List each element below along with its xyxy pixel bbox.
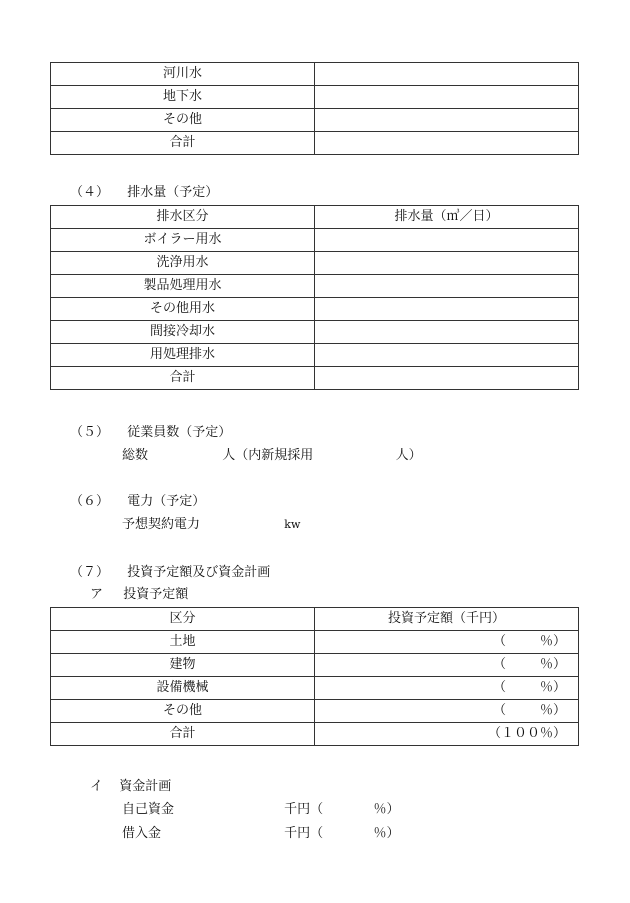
table-row — [51, 132, 579, 155]
row-label: 間接冷却水 — [51, 321, 315, 344]
power-label: 予想契約電力 — [122, 517, 201, 532]
row-label: 河川水 — [51, 63, 315, 86]
row-label: 用処理排水 — [51, 344, 315, 367]
power-line — [122, 517, 300, 533]
header-cell: 排水量（㎥／日） — [315, 206, 579, 229]
value-cell[interactable] — [315, 700, 579, 723]
row-label: 地下水 — [51, 86, 315, 109]
funding-label: 自己資金 — [122, 802, 175, 817]
value-cell[interactable] — [315, 298, 579, 321]
row-label: 合計 — [51, 132, 315, 155]
value-cell[interactable] — [315, 86, 579, 109]
total-label: 総数 — [122, 448, 149, 463]
unit-label: kw — [284, 518, 301, 531]
row-label: 洗浄用水 — [51, 252, 315, 275]
value-cell[interactable] — [315, 631, 579, 654]
section6-heading — [70, 494, 205, 510]
header-cell: 区分 — [51, 608, 315, 631]
table-row — [51, 700, 579, 723]
section-title: 従業員数（予定） — [127, 425, 232, 440]
drainage-table — [50, 205, 579, 390]
subsection-title: 投資予定額 — [123, 587, 189, 602]
funding-unit: 千円（ — [284, 802, 324, 817]
table-row — [51, 631, 579, 654]
section-title: 排水量（予定） — [127, 185, 219, 200]
section-title: 電力（予定） — [127, 494, 206, 509]
water-source-table — [50, 62, 579, 155]
table-row — [51, 229, 579, 252]
table-row — [51, 723, 579, 746]
total-cell: （１００％） — [315, 723, 579, 746]
funding-unit: 千円（ — [284, 826, 324, 841]
value-cell[interactable] — [315, 321, 579, 344]
funding-close: ％） — [373, 826, 400, 841]
subsection-mark: ア — [90, 587, 104, 602]
paren-open: （ — [492, 680, 506, 695]
paren-close: ％） — [539, 680, 566, 695]
row-label: 合計 — [51, 723, 315, 746]
paren-close: ％） — [539, 703, 566, 718]
table-row — [51, 321, 579, 344]
table-row — [51, 252, 579, 275]
table-row — [51, 109, 579, 132]
table-row — [51, 275, 579, 298]
value-cell[interactable] — [315, 229, 579, 252]
paren-close: ％） — [539, 657, 566, 672]
section-number: （５） — [70, 425, 110, 440]
table-row — [51, 654, 579, 677]
section5-heading — [70, 425, 231, 441]
row-label: その他 — [51, 109, 315, 132]
subsection-i-heading — [90, 779, 171, 795]
section-number: （６） — [70, 494, 110, 509]
table-row — [51, 677, 579, 700]
value-cell[interactable] — [315, 275, 579, 298]
subsection-mark: イ — [90, 779, 104, 794]
funding-label: 借入金 — [122, 826, 162, 841]
value-cell[interactable] — [315, 367, 579, 390]
table-row — [51, 298, 579, 321]
row-label: 土地 — [51, 631, 315, 654]
value-cell[interactable] — [315, 677, 579, 700]
section-title: 投資予定額及び資金計画 — [127, 565, 271, 580]
value-cell[interactable] — [315, 63, 579, 86]
value-cell[interactable] — [315, 654, 579, 677]
header-cell: 投資予定額（千円） — [315, 608, 579, 631]
funding-row-loan — [122, 826, 399, 842]
unit-label: 人） — [395, 448, 422, 463]
table-header — [51, 206, 579, 229]
unit-label: 人（内新規採用 — [222, 448, 314, 463]
value-cell[interactable] — [315, 109, 579, 132]
row-label: その他 — [51, 700, 315, 723]
paren-open: （ — [492, 634, 506, 649]
paren-open: （ — [492, 703, 506, 718]
employee-count-line — [122, 448, 422, 464]
row-label: 製品処理用水 — [51, 275, 315, 298]
subsection-a-heading — [90, 587, 188, 603]
investment-table — [50, 607, 579, 746]
funding-close: ％） — [373, 802, 400, 817]
section7-heading — [70, 565, 270, 581]
row-label: ボイラー用水 — [51, 229, 315, 252]
table-row — [51, 86, 579, 109]
value-cell[interactable] — [315, 132, 579, 155]
table-row — [51, 63, 579, 86]
value-cell[interactable] — [315, 252, 579, 275]
row-label: その他用水 — [51, 298, 315, 321]
table-row — [51, 367, 579, 390]
table-header — [51, 608, 579, 631]
subsection-title: 資金計画 — [119, 779, 172, 794]
paren-open: （ — [492, 657, 506, 672]
section-number: （４） — [70, 185, 110, 200]
row-label: 設備機械 — [51, 677, 315, 700]
funding-row-own — [122, 802, 399, 818]
row-label: 合計 — [51, 367, 315, 390]
table-row — [51, 344, 579, 367]
section4-heading — [70, 185, 218, 201]
header-cell: 排水区分 — [51, 206, 315, 229]
row-label: 建物 — [51, 654, 315, 677]
paren-close: ％） — [539, 634, 566, 649]
section-number: （７） — [70, 565, 110, 580]
value-cell[interactable] — [315, 344, 579, 367]
